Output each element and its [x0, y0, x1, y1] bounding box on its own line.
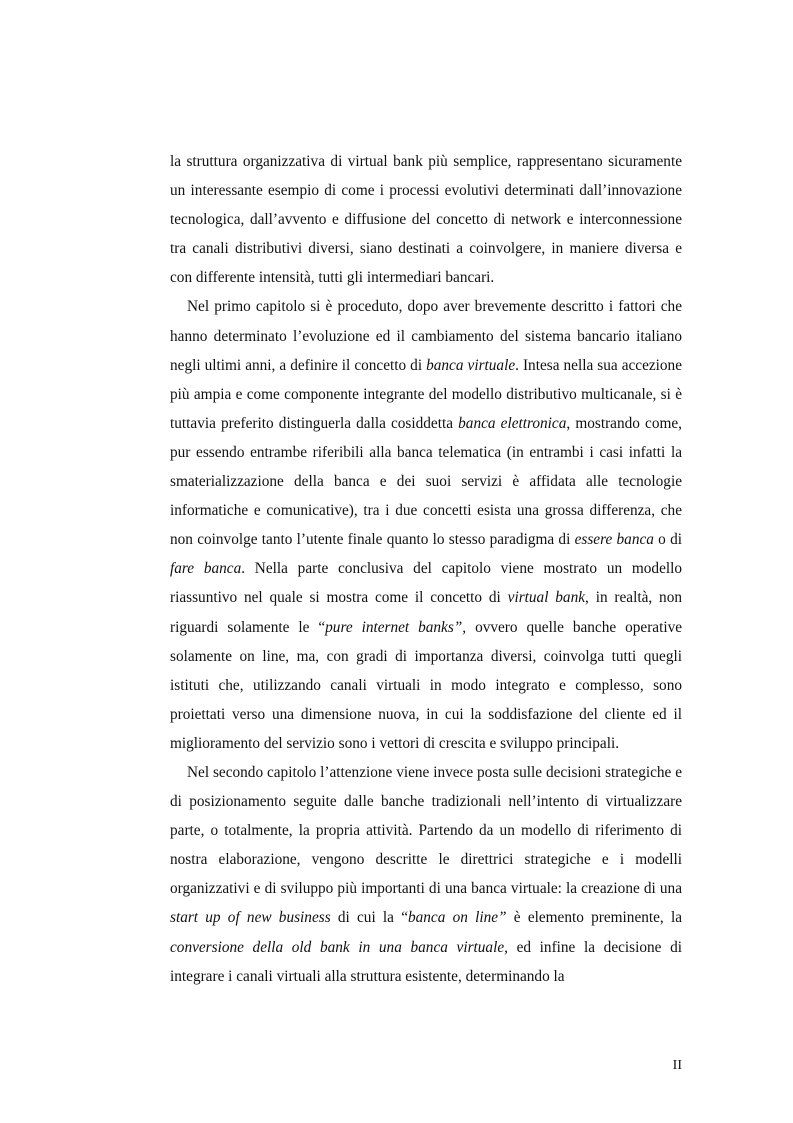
text-run: di cui la “ [330, 909, 408, 927]
italic-term: essere banca [574, 531, 654, 549]
text-run: , mostrando come, pur essendo entrambe riferibili alla banca telematica (in entrambi i casi infatti la smaterializzazione della banca e dei suoi servizi è affidata alle tecnologie informatiche e comunicative), tra i due concetti esista una grossa differenza, che non coinvolge tanto l’utente finale quanto lo stesso paradigma di [170, 414, 682, 549]
italic-term: pure internet banks”, [325, 618, 467, 636]
italic-term: fare banca [170, 560, 242, 578]
text-run: la struttura organizzativa di virtual bank più semplice, rappresentano sicuramente un interessante esempio di come i processi evolutivi determinati dall’innovazione tecnologica, dall’avvento e diffusione del concetto di network e interconnessione tra canali distributivi diversi, siano destinati a coinvolgere, in maniere diversa e con differente intensità, tutti gli intermediari bancari. [170, 153, 682, 287]
text-run: o di [653, 531, 682, 549]
text-run: è elemento preminente, la [506, 909, 683, 927]
italic-term: banca elettronica [458, 414, 567, 432]
page-body [170, 147, 682, 991]
italic-term: conversione della old bank in una banca virtuale, [170, 938, 508, 956]
paragraph-3 [170, 758, 682, 991]
page-number: II [672, 1058, 682, 1073]
text-run: Nel primo capitolo si è proceduto, dopo aver brevemente descritto i fattori che hanno determinato l’evoluzione ed il cambiamento del sistema bancario italiano negli ultimi anni, a definire il concetto di [170, 298, 682, 374]
text-run: ovvero quelle banche operative solamente on line, ma, con gradi di importanza diversi, coinvolga tutti quegli istituti che, utilizzando canali virtuali in modo integrato e complesso, sono proiettati verso una dimensione nuova, in cui la soddisfazione del cliente ed il miglioramento del servizio sono i vettori di crescita e sviluppo principali. [170, 618, 683, 752]
text-run: . Intesa nella sua accezione più ampia e come componente integrante del modello distributivo multicanale, si è tuttavia preferito distinguerla dalla cosiddetta [170, 356, 682, 432]
text-run: . Nella parte conclusiva del capitolo viene mostrato un modello riassuntivo nel quale si mostra come il concetto di [170, 560, 683, 607]
italic-term: banca on line” [407, 909, 507, 927]
italic-term: virtual bank [507, 589, 586, 607]
paragraph-1 [170, 147, 682, 292]
text-run: ed infine la decisione di integrare i canali virtuali alla struttura esistente, determinando la [170, 938, 682, 985]
italic-term: banca virtuale [426, 356, 516, 374]
text-run: Nel secondo capitolo l’attenzione viene invece posta sulle decisioni strategiche e di posizionamento seguite dalle banche tradizionali nell’intento di virtualizzare parte, o totalmente, la propria attività. Partendo da un modello di riferimento di nostra elaborazione, vengono descritte le direttrici strategiche e i modelli organizzativi e di sviluppo più importanti di una banca virtuale: la creazione di una [170, 763, 682, 898]
paragraph-2 [170, 292, 682, 758]
text-run: , in realtà, non riguardi solamente le “ [170, 589, 682, 636]
italic-term: start up of new business [170, 909, 331, 927]
